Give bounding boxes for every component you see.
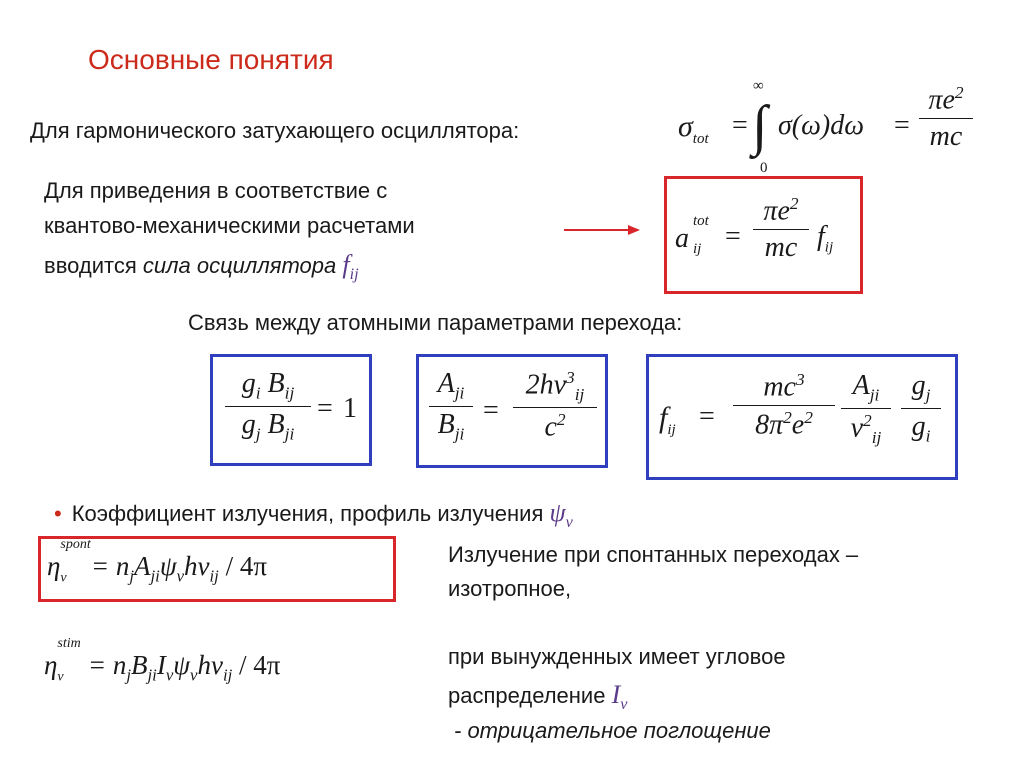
a-over-nu2: $A_{ji}$ $\nu^2_{ij}$ [841,371,891,447]
i-nu-symbol: $I_\nu$ [611,680,628,714]
oscillator-line-1: Для приведения в соответствие с [44,178,388,203]
relation-f-ij-box [646,354,958,480]
relation-a-b-box [416,354,608,468]
integrand: σ(ω)dω [778,110,864,141]
a-tot-formula-box [664,176,863,294]
integral-upper-limit: ∞ [753,78,764,94]
equals-sign: = [894,110,910,141]
a-superscript: tot [693,213,709,229]
relation-g-b-box [210,354,372,466]
integral-lower-limit: 0 [760,160,768,176]
mc3-over-8pi2e2: $mc^3$ $8\pi^2e^2$ [733,371,835,439]
bullet-icon: • [54,501,62,526]
stim-note-line-1: при вынужденных имеет угловое [448,644,786,669]
psi-nu-symbol: $\psi_\nu$ [549,498,573,532]
2hnu3-over-c2: $2h\nu^3_{ij}$ $c^2$ [513,369,597,442]
stim-note-line-2: распределение $I_\nu$ [448,680,628,714]
equals-sign: = [483,395,499,426]
gj-over-gi: $g_j$ $g_i$ [901,371,941,446]
f-ij-symbol: $f_{ij}$ [817,221,834,256]
equals-sign: = [699,401,715,432]
arrow-right-icon [562,222,642,238]
relation-one-value: 1 [343,393,357,424]
oscillator-line-2: квантово-механическими расчетами [44,213,415,238]
spont-emission-formula: η spont $_\nu = n_jA_{ji}\psi_\nu h\nu_{ij} / 4\pi$ [47,537,267,586]
sigma-tot-formula [674,80,974,180]
g-b-ratio: $g_i$ $B_{ij}$ $g_j$ $B_{ji}$ [225,369,311,444]
oscillator-line-3: вводится сила осциллятора $f_{ij}$ [44,250,359,284]
relations-heading: Связь между атомными параметрами перехода: [188,310,683,335]
intro-text: Для гармонического затухающего осциллятора: [30,118,520,143]
a-symbol: a [675,223,689,254]
sigma-symbol: $\sigma_{tot}$ [678,110,709,147]
pi-e2-over-mc: $\pi e^2$ mc [919,84,973,151]
stim-note-line-3: - отрицательное поглощение [454,718,771,743]
oscillator-strength-symbol: $f_{ij}$ [342,250,359,284]
equals-sign: = [725,221,741,252]
pi-e2-over-mc: $\pi e^2$ mc [753,195,809,262]
integral-sign-icon: ∫ [752,95,768,157]
spont-note-line-2: изотропное, [448,576,572,601]
f-ij-symbol: $f_{ij}$ [659,401,676,438]
slide-title: Основные понятия [88,44,334,75]
a-subscript: ij [693,241,702,257]
stim-emission-formula: η stim $_\nu = n_jB_{ji}I_\nu\psi_\nu h\nu_{ij} / 4\pi$ [44,636,281,685]
spont-formula-box [38,536,396,602]
spont-note-line-1: Излучение при спонтанных переходах – [448,542,859,567]
bullet-item: • Коэффициент излучения, профиль излучения $\psi_\nu$ [54,498,573,532]
equals-sign: = [317,393,333,424]
a-over-b: $A_{ji}$ $B_{ji}$ [429,369,473,444]
equals-sign: = [732,110,748,141]
